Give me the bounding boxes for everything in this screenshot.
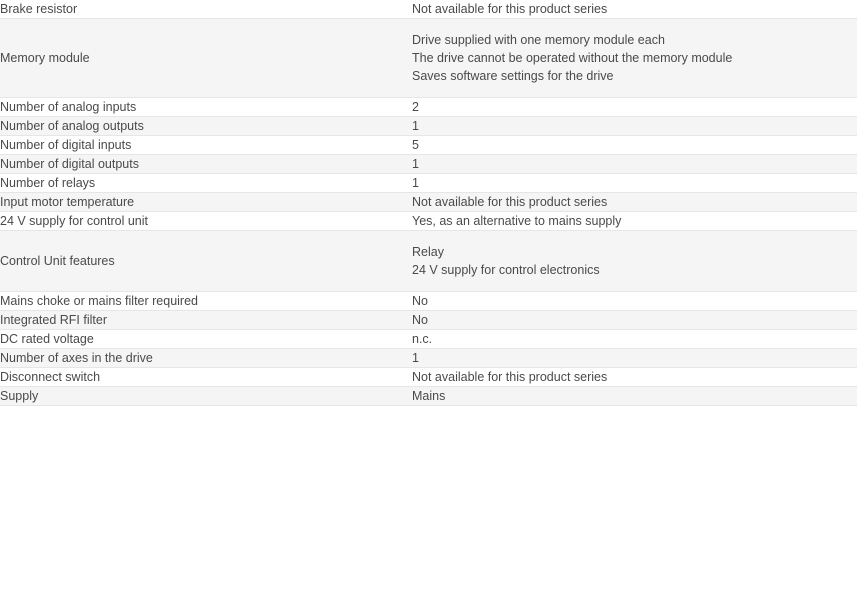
row-value	[412, 155, 857, 174]
row-label: Number of digital inputs	[0, 138, 132, 152]
table-row	[0, 136, 857, 155]
row-label: Brake resistor	[0, 2, 78, 16]
row-label: Supply	[0, 389, 39, 403]
row-value	[412, 231, 857, 292]
row-label: Control Unit features	[0, 254, 115, 268]
table-row	[0, 193, 857, 212]
table-row	[0, 292, 857, 311]
row-value-line: 5	[412, 138, 419, 152]
row-value-line: 2	[412, 100, 419, 114]
row-label: Memory module	[0, 51, 90, 65]
table-row	[0, 330, 857, 349]
row-value-line: 24 V supply for control electronics	[412, 263, 600, 277]
table-row	[0, 231, 857, 292]
row-value	[412, 311, 857, 330]
row-label: Mains choke or mains filter required	[0, 294, 198, 308]
row-value-line: No	[412, 313, 428, 327]
row-value-line: The drive cannot be operated without the memory module	[412, 51, 733, 65]
table-row	[0, 155, 857, 174]
table-row	[0, 387, 857, 406]
row-value-line: Not available for this product series	[412, 195, 608, 209]
row-value-line: Drive supplied with one memory module each	[412, 33, 665, 47]
row-value-line: Not available for this product series	[412, 2, 608, 16]
row-label: Number of digital outputs	[0, 157, 139, 171]
row-label: Number of relays	[0, 176, 96, 190]
row-label: Number of analog outputs	[0, 119, 144, 133]
row-value-line: Saves software settings for the drive	[412, 69, 614, 83]
table-row	[0, 174, 857, 193]
row-value	[412, 387, 857, 406]
row-value	[412, 292, 857, 311]
table-row	[0, 368, 857, 387]
row-value-line: Not available for this product series	[412, 370, 608, 384]
table-row	[0, 98, 857, 117]
row-value	[412, 174, 857, 193]
row-value-line: Yes, as an alternative to mains supply	[412, 214, 622, 228]
row-label: Integrated RFI filter	[0, 313, 107, 327]
row-label: Number of analog inputs	[0, 100, 137, 114]
table-row	[0, 117, 857, 136]
row-value	[412, 0, 857, 19]
row-value	[412, 368, 857, 387]
table-row	[0, 311, 857, 330]
table-row	[0, 0, 857, 19]
table-row	[0, 349, 857, 368]
row-value-line: 1	[412, 176, 419, 190]
row-label: 24 V supply for control unit	[0, 214, 148, 228]
row-value	[412, 330, 857, 349]
row-value	[412, 193, 857, 212]
table-row	[0, 19, 857, 98]
row-value-line: No	[412, 294, 428, 308]
row-label: Number of axes in the drive	[0, 351, 153, 365]
row-label: DC rated voltage	[0, 332, 94, 346]
row-value	[412, 349, 857, 368]
row-value	[412, 19, 857, 98]
row-value-line: 1	[412, 351, 419, 365]
row-label: Input motor temperature	[0, 195, 135, 209]
row-value-line: 1	[412, 157, 419, 171]
row-label: Disconnect switch	[0, 370, 101, 384]
row-value	[412, 117, 857, 136]
row-value	[412, 136, 857, 155]
row-value-line: 1	[412, 119, 419, 133]
row-value-line: n.c.	[412, 332, 433, 346]
row-value	[412, 212, 857, 231]
table-row	[0, 212, 857, 231]
row-value-line: Mains	[412, 389, 446, 403]
row-value	[412, 98, 857, 117]
row-value-line: Relay	[412, 245, 444, 259]
